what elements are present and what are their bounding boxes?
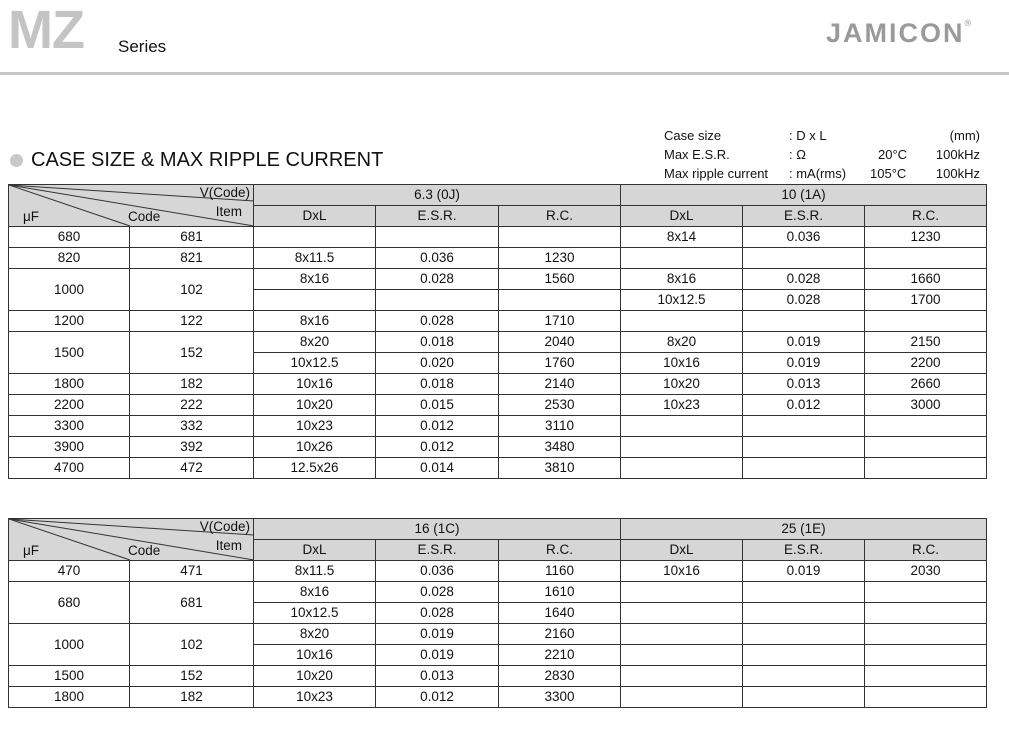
bullet-icon [10, 154, 23, 167]
code-cell: 222 [130, 395, 254, 416]
table-cell [865, 416, 987, 437]
column-header-rc: R.C. [499, 540, 621, 561]
table-cell [865, 458, 987, 479]
table-cell: 2830 [499, 666, 621, 687]
table-cell [621, 437, 743, 458]
table-cell: 0.028 [376, 603, 499, 624]
table-cell [621, 458, 743, 479]
item-label: Item [215, 204, 242, 219]
table-cell [743, 311, 865, 332]
table-cell: 8x20 [621, 332, 743, 353]
table-cell: 1700 [865, 290, 987, 311]
column-header-dxl: DxL [254, 540, 376, 561]
table-cell [621, 416, 743, 437]
table-cell: 0.036 [376, 248, 499, 269]
table-row [9, 395, 987, 416]
capacitance-cell: 1000 [9, 624, 130, 666]
legend-label: Case size [664, 128, 722, 143]
capacitance-cell: 1200 [9, 311, 130, 332]
table-cell: 2160 [499, 624, 621, 645]
table-cell [743, 437, 865, 458]
table-cell: 2150 [865, 332, 987, 353]
table-cell: 3000 [865, 395, 987, 416]
table-row [9, 269, 987, 290]
code-cell: 152 [130, 666, 254, 687]
table-cell: 0.015 [376, 395, 499, 416]
capacitance-cell: 3900 [9, 437, 130, 458]
table-cell: 12.5x26 [254, 458, 376, 479]
table-cell: 2210 [499, 645, 621, 666]
capacitance-cell: 1500 [9, 332, 130, 374]
code-cell: 392 [130, 437, 254, 458]
table-cell: 0.019 [743, 332, 865, 353]
table-cell: 1710 [499, 311, 621, 332]
table-cell: 0.028 [376, 311, 499, 332]
table-cell: 0.018 [376, 332, 499, 353]
column-header-rc: R.C. [865, 206, 987, 227]
vcode-label: V(Code) [199, 519, 250, 534]
capacitance-cell: 2200 [9, 395, 130, 416]
code-cell: 102 [130, 624, 254, 666]
uf-label: μF [23, 543, 40, 558]
legend-value: : D x L [789, 128, 827, 143]
table-cell: 3300 [499, 687, 621, 708]
table-cell: 8x20 [254, 624, 376, 645]
table-cell [743, 687, 865, 708]
legend-value: : mA(rms) [789, 166, 847, 181]
table-row [9, 374, 987, 395]
table-cell: 10x16 [254, 645, 376, 666]
table-cell [865, 666, 987, 687]
table-cell [621, 666, 743, 687]
code-cell: 681 [130, 227, 254, 248]
table-row [9, 332, 987, 353]
column-header-esr: E.S.R. [376, 540, 499, 561]
vcode-label: V(Code) [199, 185, 250, 200]
capacitance-cell: 1800 [9, 374, 130, 395]
capacitance-cell: 680 [9, 582, 130, 624]
table-cell [376, 290, 499, 311]
table-row [9, 666, 987, 687]
table-row [9, 227, 987, 248]
table-cell: 10x20 [254, 395, 376, 416]
table-cell [865, 582, 987, 603]
table-cell [743, 416, 865, 437]
table-cell: 10x12.5 [621, 290, 743, 311]
table-cell [254, 290, 376, 311]
table-cell [499, 290, 621, 311]
table-cell: 10x26 [254, 437, 376, 458]
table-row [9, 561, 987, 582]
ripple-table-2 [8, 518, 987, 708]
table-cell: 10x23 [254, 416, 376, 437]
section-title [10, 149, 383, 172]
table-cell [743, 645, 865, 666]
voltage-header: 16 (1C) [254, 519, 621, 540]
table-cell [621, 603, 743, 624]
table-cell: 10x23 [254, 687, 376, 708]
table-cell: 0.014 [376, 458, 499, 479]
legend-freq: 100kHz [935, 166, 980, 181]
table-cell: 1560 [499, 269, 621, 290]
capacitance-cell: 1500 [9, 666, 130, 687]
table-row [9, 687, 987, 708]
table-cell [621, 624, 743, 645]
table-row [9, 458, 987, 479]
series-label: Series [118, 37, 167, 56]
table-cell: 0.036 [743, 227, 865, 248]
table-cell: 3810 [499, 458, 621, 479]
legend-row [664, 126, 980, 145]
table-cell [743, 666, 865, 687]
table-cell: 8x16 [621, 269, 743, 290]
brand-name: JAMICON [826, 18, 965, 48]
table-cell: 8x16 [254, 582, 376, 603]
table-cell: 0.036 [376, 561, 499, 582]
table-cell [254, 227, 376, 248]
header-diagonal-cell [9, 185, 254, 227]
table-cell [865, 311, 987, 332]
table-cell [865, 248, 987, 269]
column-header-dxl: DxL [621, 206, 743, 227]
table-cell [621, 645, 743, 666]
table-cell: 10x20 [254, 666, 376, 687]
legend-row [664, 145, 980, 164]
column-header-esr: E.S.R. [743, 206, 865, 227]
table-cell: 10x16 [254, 374, 376, 395]
capacitance-cell: 3300 [9, 416, 130, 437]
table-cell [499, 227, 621, 248]
table-cell: 0.020 [376, 353, 499, 374]
code-cell: 821 [130, 248, 254, 269]
table-cell: 0.019 [743, 561, 865, 582]
table-cell: 8x16 [254, 269, 376, 290]
table-cell: 0.018 [376, 374, 499, 395]
column-header-esr: E.S.R. [376, 206, 499, 227]
table-cell: 1760 [499, 353, 621, 374]
table-row [9, 582, 987, 603]
table-cell [743, 458, 865, 479]
legend-label: Max ripple current [664, 166, 769, 181]
code-cell: 471 [130, 561, 254, 582]
column-header-rc: R.C. [499, 206, 621, 227]
table-cell: 10x16 [621, 561, 743, 582]
table-cell: 2040 [499, 332, 621, 353]
voltage-header: 25 (1E) [621, 519, 987, 540]
table-cell: 10x16 [621, 353, 743, 374]
table-cell [865, 437, 987, 458]
table-cell: 0.012 [376, 416, 499, 437]
item-label: Item [215, 538, 242, 553]
table-cell [621, 687, 743, 708]
table-cell: 8x16 [254, 311, 376, 332]
table-cell [865, 603, 987, 624]
table-cell: 2660 [865, 374, 987, 395]
table-cell [865, 645, 987, 666]
table-cell: 0.012 [743, 395, 865, 416]
table-cell: 2030 [865, 561, 987, 582]
table-cell: 2200 [865, 353, 987, 374]
table-cell [743, 624, 865, 645]
table-cell [865, 687, 987, 708]
table-cell: 3110 [499, 416, 621, 437]
table-cell [865, 624, 987, 645]
table-cell: 0.013 [376, 666, 499, 687]
section-title-text: CASE SIZE & MAX RIPPLE CURRENT [31, 149, 384, 171]
capacitance-cell: 1800 [9, 687, 130, 708]
voltage-header: 6.3 (0J) [254, 185, 621, 206]
capacitance-cell: 680 [9, 227, 130, 248]
registered-mark: ® [964, 18, 972, 28]
code-cell: 182 [130, 374, 254, 395]
code-cell: 102 [130, 269, 254, 311]
column-header-dxl: DxL [254, 206, 376, 227]
table-row [9, 416, 987, 437]
table-cell: 1230 [865, 227, 987, 248]
table-row [9, 437, 987, 458]
table-cell: 1610 [499, 582, 621, 603]
table-cell: 0.012 [376, 437, 499, 458]
code-label: Code [128, 543, 161, 558]
legend-value: : Ω [789, 147, 806, 162]
legend-temp: 20°C [878, 147, 908, 162]
table-cell: 8x20 [254, 332, 376, 353]
table-cell [621, 248, 743, 269]
table-cell [743, 248, 865, 269]
table-row [9, 248, 987, 269]
table-cell: 0.019 [376, 645, 499, 666]
table-cell [621, 582, 743, 603]
code-cell: 152 [130, 332, 254, 374]
voltage-header: 10 (1A) [621, 185, 987, 206]
table-cell: 8x14 [621, 227, 743, 248]
table-cell: 0.013 [743, 374, 865, 395]
capacitance-cell: 820 [9, 248, 130, 269]
table-cell: 0.028 [743, 269, 865, 290]
table-cell: 8x11.5 [254, 561, 376, 582]
capacitance-cell: 470 [9, 561, 130, 582]
table-cell: 2530 [499, 395, 621, 416]
table-row [9, 624, 987, 645]
code-label: Code [128, 209, 161, 224]
uf-label: μF [23, 209, 40, 224]
table-cell: 0.028 [743, 290, 865, 311]
table-cell: 10x20 [621, 374, 743, 395]
legend-row [664, 164, 980, 183]
table-cell [743, 603, 865, 624]
table-cell: 10x12.5 [254, 353, 376, 374]
table-cell: 0.019 [376, 624, 499, 645]
table-row [9, 311, 987, 332]
table-cell: 1230 [499, 248, 621, 269]
column-header-dxl: DxL [621, 540, 743, 561]
legend-unit: (mm) [949, 128, 980, 143]
code-cell: 472 [130, 458, 254, 479]
table-cell: 1160 [499, 561, 621, 582]
table-cell: 1660 [865, 269, 987, 290]
brand-logo [826, 18, 971, 49]
column-header-esr: E.S.R. [743, 540, 865, 561]
legend-temp: 105°C [870, 166, 907, 181]
table-cell: 0.012 [376, 687, 499, 708]
capacitance-cell: 4700 [9, 458, 130, 479]
series-name: MZ [8, 0, 84, 60]
legend [664, 126, 980, 183]
table-cell [621, 311, 743, 332]
table-cell: 0.028 [376, 269, 499, 290]
table-cell: 0.019 [743, 353, 865, 374]
table-cell: 0.028 [376, 582, 499, 603]
table-cell: 2140 [499, 374, 621, 395]
table-cell: 8x11.5 [254, 248, 376, 269]
legend-label: Max E.S.R. [664, 147, 730, 162]
header-divider [0, 72, 1009, 75]
code-cell: 681 [130, 582, 254, 624]
column-header-rc: R.C. [865, 540, 987, 561]
code-cell: 182 [130, 687, 254, 708]
table-cell: 10x23 [621, 395, 743, 416]
table-cell [743, 582, 865, 603]
legend-freq: 100kHz [935, 147, 980, 162]
capacitance-cell: 1000 [9, 269, 130, 311]
code-cell: 332 [130, 416, 254, 437]
ripple-table-1 [8, 184, 987, 479]
table-cell: 1640 [499, 603, 621, 624]
table-cell: 3480 [499, 437, 621, 458]
header-diagonal-cell [9, 519, 254, 561]
table-cell: 10x12.5 [254, 603, 376, 624]
code-cell: 122 [130, 311, 254, 332]
table-cell [376, 227, 499, 248]
